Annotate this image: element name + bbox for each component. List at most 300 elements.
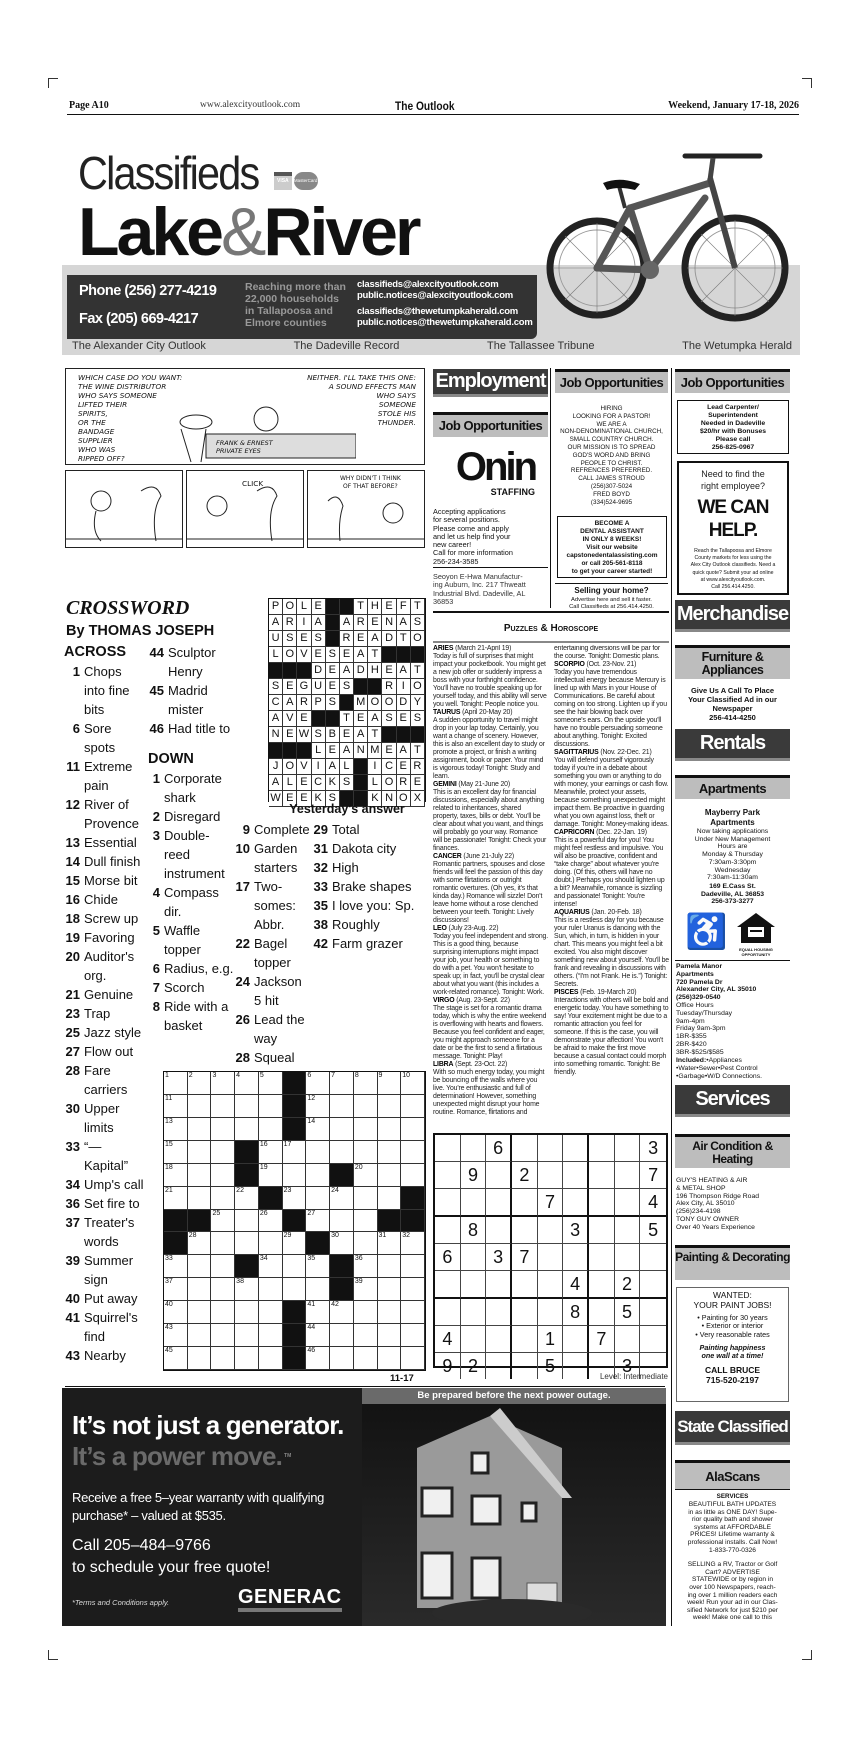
sudoku-cell[interactable]: 7 <box>512 1244 538 1271</box>
crossword-cell[interactable] <box>235 1232 259 1255</box>
sudoku-cell[interactable] <box>461 1271 487 1299</box>
crossword-cell[interactable] <box>235 1187 259 1210</box>
horoscope-text: Today you have tremendous intellectual energy because Mercury is lined up with Mars in your House of Communications. Be careful about coming on too strong. Lighten up if you see the hair blowing back over someone's ears. On the upside you'll have no trouble persuading someone about anything. Tonight: Excited discussions. <box>554 669 667 748</box>
answer-cell <box>326 631 340 647</box>
crossword-cell[interactable] <box>188 1187 212 1210</box>
crossword-cell[interactable] <box>164 1141 188 1164</box>
sudoku-cell[interactable]: 9 <box>461 1162 487 1189</box>
crossword-cell[interactable] <box>306 1164 330 1187</box>
sudoku-cell[interactable] <box>512 1189 538 1217</box>
sudoku-cell[interactable]: 2 <box>512 1162 538 1189</box>
text-line: Seoyon E-Hwa Manufactur- <box>433 572 523 581</box>
crossword-cell[interactable] <box>378 1255 402 1278</box>
crossword-cell[interactable] <box>211 1278 235 1301</box>
answer-cell: E <box>397 711 411 727</box>
answer-cell: E <box>283 727 297 743</box>
clue-text: Roughly <box>332 917 380 932</box>
pastor-hiring-ad <box>555 405 668 506</box>
sudoku-cell[interactable]: 3 <box>640 1135 666 1162</box>
equal-housing-icon <box>735 911 777 947</box>
sudoku-cell[interactable] <box>615 1162 641 1189</box>
crossword-cell[interactable] <box>211 1072 235 1095</box>
crossword-cell[interactable] <box>330 1118 354 1141</box>
crossword-cell[interactable] <box>283 1255 307 1278</box>
rentals-banner: Rentals <box>675 729 790 761</box>
sudoku-cell[interactable] <box>461 1326 487 1353</box>
sudoku-cell[interactable] <box>435 1217 461 1244</box>
crossword-cell <box>401 1187 425 1210</box>
sudoku-cell[interactable] <box>486 1217 512 1244</box>
comic-desk-sign <box>216 439 273 455</box>
crossword-cell[interactable] <box>164 1095 188 1118</box>
clue-number: 40 <box>165 1301 173 1309</box>
sudoku-cell[interactable]: 1 <box>538 1326 564 1353</box>
crossword-cell[interactable] <box>401 1255 425 1278</box>
crossword-cell[interactable] <box>211 1210 235 1233</box>
crossword-cell[interactable] <box>259 1347 283 1370</box>
paper-name-outlook: The Alexander City Outlook <box>72 340 206 352</box>
sudoku-cell[interactable] <box>486 1299 512 1326</box>
crossword-cell[interactable] <box>211 1118 235 1141</box>
crossword-cell[interactable] <box>211 1301 235 1324</box>
crossword-cell[interactable] <box>259 1072 283 1095</box>
crossword-cell[interactable] <box>235 1324 259 1347</box>
sudoku-cell[interactable] <box>486 1162 512 1189</box>
included-item: •Water•Sewer•Pest Control <box>676 1064 758 1072</box>
crossword-cell[interactable] <box>211 1324 235 1347</box>
crossword-cell[interactable] <box>378 1301 402 1324</box>
crossword-cell[interactable] <box>354 1301 378 1324</box>
crossword-cell[interactable] <box>354 1141 378 1164</box>
crossword-cell[interactable] <box>259 1301 283 1324</box>
sudoku-cell[interactable] <box>486 1189 512 1217</box>
page-number: Page A10 <box>69 100 109 111</box>
crossword-cell[interactable] <box>401 1301 425 1324</box>
crossword-cell[interactable] <box>283 1164 307 1187</box>
crossword-cell[interactable] <box>164 1324 188 1347</box>
sudoku-cell[interactable] <box>461 1189 487 1217</box>
sudoku-cell[interactable]: 3 <box>486 1244 512 1271</box>
crossword-cell[interactable] <box>378 1118 402 1141</box>
sudoku-cell[interactable] <box>563 1189 589 1217</box>
sudoku-cell[interactable] <box>589 1271 615 1299</box>
sudoku-cell[interactable] <box>461 1135 487 1162</box>
answer-cell: A <box>326 759 340 775</box>
crossword-cell[interactable] <box>259 1278 283 1301</box>
crossword-cell[interactable] <box>164 1278 188 1301</box>
sudoku-cell[interactable] <box>435 1271 461 1299</box>
crossword-clue <box>64 928 146 947</box>
crossword-cell[interactable] <box>354 1278 378 1301</box>
crossword-cell[interactable] <box>306 1301 330 1324</box>
crossword-cell[interactable] <box>211 1232 235 1255</box>
clue-number: 1 <box>165 1072 169 1079</box>
crossword-cell[interactable] <box>235 1072 259 1095</box>
text-line: Superintendent <box>708 412 758 419</box>
sudoku-cell[interactable]: 6 <box>486 1135 512 1162</box>
sudoku-cell[interactable] <box>486 1271 512 1299</box>
text-line: over 100 Newspapers, reach- <box>689 1583 776 1591</box>
email-link[interactable]: public.notices@thewetumpkaherald.com <box>357 317 533 328</box>
answer-cell: T <box>354 599 368 615</box>
clue-number: 22 <box>236 1186 244 1194</box>
crossword-cell[interactable] <box>354 1324 378 1347</box>
sudoku-cell[interactable] <box>615 1135 641 1162</box>
crossword-cell[interactable] <box>306 1187 330 1210</box>
sudoku-cell[interactable] <box>461 1299 487 1326</box>
crossword-cell[interactable] <box>188 1324 212 1347</box>
crossword-cell[interactable] <box>401 1347 425 1370</box>
sudoku-cell[interactable] <box>589 1162 615 1189</box>
paint-list <box>677 1314 788 1339</box>
crossword-cell[interactable] <box>188 1347 212 1370</box>
crossword-cell[interactable] <box>378 1324 402 1347</box>
text-line: 1-833-770-0326 <box>709 1546 756 1554</box>
furniture-ad-text <box>675 686 790 722</box>
crossword-cell[interactable] <box>378 1164 402 1187</box>
sudoku-cell[interactable] <box>589 1299 615 1326</box>
crossword-cell[interactable] <box>188 1255 212 1278</box>
sudoku-cell[interactable]: 8 <box>563 1299 589 1326</box>
answer-cell: O <box>397 791 411 807</box>
crossword-cell[interactable] <box>188 1072 212 1095</box>
sudoku-cell[interactable] <box>512 1326 538 1353</box>
clue-number: 35 <box>313 898 328 913</box>
crossword-cell[interactable] <box>259 1118 283 1141</box>
crossword-cell[interactable] <box>164 1118 188 1141</box>
sudoku-cell[interactable] <box>538 1299 564 1326</box>
crossword-grid <box>163 1071 426 1371</box>
sudoku-cell[interactable]: 6 <box>435 1244 461 1271</box>
answer-cell: T <box>411 663 425 679</box>
crossword-cell[interactable] <box>259 1141 283 1164</box>
we-can-help-text <box>679 548 787 591</box>
sudoku-cell[interactable] <box>640 1271 666 1299</box>
crossword-cell[interactable] <box>235 1210 259 1233</box>
crossword-cell[interactable] <box>378 1141 402 1164</box>
crossword-cell[interactable] <box>235 1095 259 1118</box>
crossword-cell[interactable] <box>164 1072 188 1095</box>
sudoku-cell[interactable] <box>435 1162 461 1189</box>
crossword-cell[interactable] <box>188 1232 212 1255</box>
crossword-cell[interactable] <box>306 1255 330 1278</box>
clue-number: 36 <box>354 1255 363 1263</box>
crossword-cell <box>283 1210 307 1233</box>
sudoku-cell[interactable]: 8 <box>461 1217 487 1244</box>
email-link[interactable]: classifieds@alexcityoutlook.com <box>357 279 499 290</box>
text-line: 1BR-$355 <box>676 1033 707 1041</box>
sudoku-cell[interactable]: 5 <box>640 1217 666 1244</box>
crossword-cell[interactable] <box>401 1072 425 1095</box>
clue-number: 41 <box>307 1301 316 1309</box>
crossword-cell[interactable] <box>378 1095 402 1118</box>
crossword-cell[interactable] <box>211 1347 235 1370</box>
crossword-cell[interactable] <box>211 1141 235 1164</box>
sudoku-cell[interactable]: 7 <box>640 1162 666 1189</box>
text-line: County markets for less using the <box>694 555 772 562</box>
answer-cell: E <box>326 679 340 695</box>
sudoku-cell[interactable] <box>538 1217 564 1244</box>
sudoku-cell[interactable]: 4 <box>640 1189 666 1217</box>
sudoku-cell[interactable]: 7 <box>589 1326 615 1353</box>
sudoku-cell[interactable]: 5 <box>538 1353 564 1379</box>
sudoku-cell[interactable] <box>615 1189 641 1217</box>
sudoku-cell[interactable]: 2 <box>461 1353 487 1379</box>
crop-mark <box>48 78 58 88</box>
crossword-cell[interactable] <box>401 1278 425 1301</box>
clue-number: 1 <box>72 664 80 679</box>
sudoku-cell[interactable] <box>640 1326 666 1353</box>
clue-number: 24 <box>235 974 250 989</box>
answer-cell <box>382 727 396 743</box>
crossword-cell[interactable] <box>188 1118 212 1141</box>
sudoku-cell[interactable] <box>640 1244 666 1271</box>
clue-number: 21 <box>65 987 80 1002</box>
crossword-cell <box>235 1164 259 1187</box>
crossword-cell[interactable] <box>188 1164 212 1187</box>
crossword-cell[interactable] <box>259 1324 283 1347</box>
sudoku-cell[interactable] <box>615 1217 641 1244</box>
sudoku-cell[interactable] <box>435 1189 461 1217</box>
crossword-cell[interactable] <box>306 1118 330 1141</box>
crossword-cell[interactable] <box>283 1232 307 1255</box>
clue-number: 2 <box>152 809 160 824</box>
crossword-cell[interactable] <box>259 1232 283 1255</box>
crossword-cell[interactable] <box>211 1095 235 1118</box>
crossword-cell[interactable] <box>235 1118 259 1141</box>
zodiac-sign: CAPRICORN <box>554 829 595 836</box>
email-link[interactable]: classifieds@thewetumpkaherald.com <box>357 306 518 317</box>
clue-text: River of Provence <box>84 797 139 831</box>
crossword-cell[interactable] <box>164 1347 188 1370</box>
crossword-cell[interactable] <box>354 1095 378 1118</box>
sudoku-cell[interactable] <box>512 1271 538 1299</box>
crossword-cell[interactable] <box>330 1210 354 1233</box>
crossword-cell[interactable] <box>354 1164 378 1187</box>
clue-number: 26 <box>235 1012 250 1027</box>
crossword-cell[interactable] <box>306 1072 330 1095</box>
text-line: THUNDER. <box>377 418 416 427</box>
crossword-cell[interactable] <box>378 1187 402 1210</box>
sudoku-cell[interactable] <box>538 1271 564 1299</box>
crossword-clue <box>148 681 234 719</box>
horoscope-entry <box>554 989 669 1077</box>
crossword-cell[interactable] <box>259 1164 283 1187</box>
answer-cell: E <box>297 775 311 791</box>
text-line: WHO WAS <box>78 445 116 454</box>
included-item: •Appliances <box>706 1057 742 1064</box>
sudoku-cell[interactable]: 3 <box>563 1217 589 1244</box>
crossword-cell[interactable] <box>164 1301 188 1324</box>
sudoku-cell[interactable] <box>640 1299 666 1326</box>
crossword-cell[interactable] <box>188 1278 212 1301</box>
garfield-panel-3 <box>307 470 425 548</box>
crossword-cell[interactable] <box>306 1347 330 1370</box>
crossword-clue <box>312 839 426 858</box>
text-line: ing Auburn, Inc. 217 Thweatt <box>433 580 526 590</box>
text-line: CALL BRUCE <box>704 1365 761 1376</box>
crossword-cell[interactable] <box>330 1072 354 1095</box>
clue-text: Double-reed instrument <box>164 828 225 881</box>
sudoku-cell[interactable] <box>563 1326 589 1353</box>
answer-cell <box>297 743 311 759</box>
text-line: WHY DIDN'T I THINK <box>340 475 401 482</box>
crossword-cell[interactable] <box>235 1278 259 1301</box>
clue-number: 33 <box>165 1255 173 1263</box>
crossword-cell[interactable] <box>354 1118 378 1141</box>
crossword-cell[interactable] <box>378 1232 402 1255</box>
text-line: • Painting for 30 years <box>697 1313 768 1322</box>
crossword-cell[interactable] <box>164 1164 188 1187</box>
crossword-cell[interactable] <box>330 1187 354 1210</box>
crossword-cell[interactable] <box>330 1301 354 1324</box>
sudoku-cell[interactable] <box>461 1244 487 1271</box>
clue-text: Chide <box>84 892 118 907</box>
crossword-cell[interactable] <box>378 1072 402 1095</box>
text-line: in as little as ONE DAY! Supe- <box>688 1508 777 1516</box>
crossword-cell[interactable] <box>306 1141 330 1164</box>
sudoku-cell[interactable] <box>589 1217 615 1244</box>
clue-number: 44 <box>307 1324 316 1332</box>
answer-cell <box>397 727 411 743</box>
crossword-cell[interactable] <box>354 1072 378 1095</box>
crossword-cell[interactable] <box>330 1232 354 1255</box>
crossword-cell[interactable] <box>188 1301 212 1324</box>
clue-text: High <box>332 860 359 875</box>
sudoku-cell[interactable] <box>615 1244 641 1271</box>
text-line: at www.alexcityoutlook.com. <box>700 576 766 583</box>
crossword-cell[interactable] <box>188 1141 212 1164</box>
answer-cell: O <box>283 759 297 775</box>
answer-cell: A <box>312 615 326 631</box>
sudoku-cell[interactable] <box>538 1244 564 1271</box>
crossword-cell[interactable] <box>188 1095 212 1118</box>
text-line: 196 Thompson Ridge Road <box>676 1192 760 1200</box>
crossword-cell[interactable] <box>283 1141 307 1164</box>
sudoku-cell[interactable]: 9 <box>435 1353 461 1379</box>
crossword-cell[interactable] <box>235 1347 259 1370</box>
furniture-appliances-header: Furniture & Appliances <box>675 645 790 679</box>
clue-text: Complete <box>254 822 310 837</box>
clue-text: Treater's words <box>84 1215 135 1249</box>
crossword-cell[interactable] <box>306 1278 330 1301</box>
sudoku-cell[interactable] <box>563 1135 589 1162</box>
sudoku-cell[interactable]: 2 <box>615 1271 641 1299</box>
sudoku-cell[interactable] <box>615 1326 641 1353</box>
crossword-cell[interactable] <box>354 1232 378 1255</box>
sudoku-cell[interactable]: 5 <box>615 1299 641 1326</box>
sudoku-cell[interactable] <box>563 1162 589 1189</box>
down-clues-column <box>312 820 426 953</box>
zodiac-dates: (July 23-Aug. 22) <box>448 925 499 932</box>
email-link[interactable]: public.notices@alexcityoutlook.com <box>357 290 513 301</box>
answer-cell: W <box>269 791 283 807</box>
answer-cell: V <box>283 711 297 727</box>
sudoku-cell[interactable] <box>435 1299 461 1326</box>
sudoku-cell[interactable] <box>486 1326 512 1353</box>
crossword-cell[interactable] <box>211 1164 235 1187</box>
answer-cell <box>354 679 368 695</box>
crossword-cell[interactable] <box>378 1347 402 1370</box>
crossword-cell[interactable] <box>354 1187 378 1210</box>
sudoku-cell[interactable] <box>538 1135 564 1162</box>
crossword-cell[interactable] <box>354 1347 378 1370</box>
crossword-cell[interactable] <box>306 1210 330 1233</box>
horoscope-text: This is a powerful day for you! You might feel restless and impulsive. You will also be proactive, confident and “take charge” about whatever you're doing. (Of this, others will have no doubt.) Perhaps you should lighten up a bit? Meanwhile, romance is sizzling and passionate! Tonight: You're intense! <box>554 837 665 908</box>
crossword-cell[interactable] <box>211 1187 235 1210</box>
sudoku-cell[interactable] <box>512 1217 538 1244</box>
generac-ad[interactable] <box>62 1388 666 1626</box>
sudoku-cell[interactable] <box>538 1162 564 1189</box>
sudoku-cell[interactable] <box>512 1135 538 1162</box>
answer-cell: O <box>283 599 297 615</box>
clue-number: 20 <box>354 1163 363 1171</box>
puzzles-horoscope-title: Puzzles & Horoscope <box>503 623 599 634</box>
sudoku-cell[interactable]: 4 <box>563 1271 589 1299</box>
crossword-cell[interactable] <box>283 1278 307 1301</box>
crossword-cell[interactable] <box>235 1301 259 1324</box>
text-line: to schedule your free quote! <box>72 1559 271 1576</box>
crossword-cell[interactable] <box>401 1141 425 1164</box>
sudoku-cell[interactable] <box>512 1299 538 1326</box>
crossword-cell[interactable] <box>164 1187 188 1210</box>
crossword-cell[interactable] <box>330 1324 354 1347</box>
crossword-cell[interactable] <box>330 1095 354 1118</box>
sudoku-cell[interactable]: 7 <box>538 1189 564 1217</box>
crossword-cell[interactable] <box>259 1255 283 1278</box>
phone-number[interactable]: Phone (256) 277-4219 <box>79 283 217 299</box>
crossword-cell[interactable] <box>211 1255 235 1278</box>
crossword-cell[interactable] <box>401 1095 425 1118</box>
text-line: in Tallapoosa and <box>245 305 333 317</box>
crossword-cell[interactable] <box>378 1278 402 1301</box>
generac-terms: *Terms and Conditions apply. <box>72 1598 170 1607</box>
answer-cell: O <box>283 647 297 663</box>
zodiac-sign: ARIES <box>433 645 454 652</box>
sudoku-cell[interactable]: 3 <box>615 1353 641 1379</box>
wheelchair-accessible-icon: ♿ <box>685 913 728 951</box>
crossword-cell[interactable] <box>283 1187 307 1210</box>
comic-thought-bubble <box>340 475 401 490</box>
answer-cell: T <box>411 599 425 615</box>
crossword-cell[interactable] <box>401 1232 425 1255</box>
sudoku-cell[interactable]: 4 <box>435 1326 461 1353</box>
crossword-cell[interactable] <box>330 1141 354 1164</box>
crossword-cell[interactable] <box>401 1118 425 1141</box>
crossword-cell[interactable] <box>306 1095 330 1118</box>
sudoku-cell[interactable] <box>435 1135 461 1162</box>
selling-home-title: Selling your home? <box>574 586 649 595</box>
sudoku-cell[interactable] <box>589 1244 615 1271</box>
crossword-cell[interactable] <box>164 1255 188 1278</box>
crossword-cell[interactable] <box>306 1324 330 1347</box>
answer-cell: S <box>326 695 340 711</box>
crossword-cell[interactable] <box>330 1347 354 1370</box>
paper-name-tribune: The Tallassee Tribune <box>487 340 595 352</box>
sudoku-cell[interactable] <box>563 1244 589 1271</box>
website-url[interactable]: www.alexcityoutlook.com <box>200 100 301 110</box>
crossword-cell[interactable] <box>354 1210 378 1233</box>
crossword-cell[interactable] <box>401 1324 425 1347</box>
crossword-cell[interactable] <box>354 1255 378 1278</box>
sudoku-cell[interactable] <box>589 1135 615 1162</box>
crossword-cell[interactable] <box>259 1210 283 1233</box>
crossword-cell[interactable] <box>259 1095 283 1118</box>
crossword-cell[interactable] <box>401 1164 425 1187</box>
answer-cell: E <box>397 759 411 775</box>
sudoku-cell[interactable] <box>589 1189 615 1217</box>
crossword-clue <box>148 997 234 1035</box>
